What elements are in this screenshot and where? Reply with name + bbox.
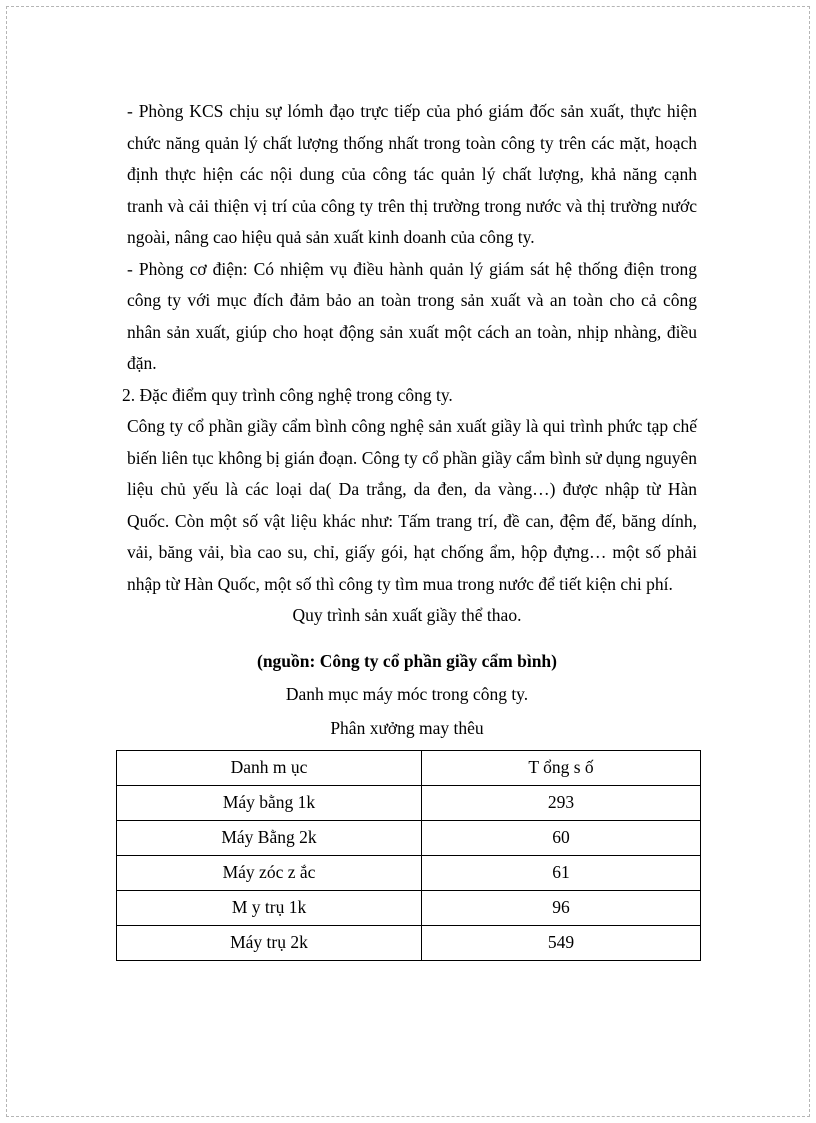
machine-table xyxy=(116,750,701,961)
table-row xyxy=(117,856,701,891)
machine-count: 549 xyxy=(422,926,701,961)
machine-name: Máy Bằng 2k xyxy=(117,821,422,856)
table-title: Danh mục máy móc trong công ty. xyxy=(285,684,529,704)
table-header-row xyxy=(117,751,701,786)
machine-name: Máy zóc z ắc xyxy=(117,856,422,891)
section-paragraph: Công ty cổ phần giầy cẩm bình công nghệ sản xuất giầy là qui trình phức tạp chế biến liên tục không bị gián đoạn. Công ty cổ phần giầy cẩm bình sử dụng nguyên liệu chủ yếu là các loại da( Da trắng, da đen, da vàng…) được nhập từ Hàn Quốc. Còn một số vật liệu khác như: Tấm trang trí, đề can, đệm đế, băng dính, vải, băng vải, bìa cao su, chỉ, giấy gói, hạt chống ẩm, hộp đựng… một số phải nhập từ Hàn Quốc, một số thì công ty tìm mua trong nước để tiết kiện chi phí. xyxy=(127,416,697,594)
machine-name: Máy trụ 2k xyxy=(117,926,422,961)
document-body xyxy=(117,96,697,961)
paragraph-kcs: - Phòng KCS chịu sự lómh đạo trực tiếp của phó giám đốc sản xuất, thực hiện chức năng quản lý chất lượng thống nhất trong toàn công ty trên các mặt, hoạch định thực hiện các nội dung của công tác quản lý chất lượng, khả năng cạnh tranh và cải thiện vị trí của công ty trên thị trường trong nước và thị trường nước ngoài, nâng cao hiệu quả sản xuất kinh doanh của công ty. xyxy=(127,101,697,247)
process-title: Quy trình sản xuất giầy thể thao. xyxy=(292,605,522,625)
section-heading: 2. Đặc điểm quy trình công nghệ trong công ty. xyxy=(122,384,453,405)
machine-count: 60 xyxy=(422,821,701,856)
table-row xyxy=(117,926,701,961)
machine-count: 96 xyxy=(422,891,701,926)
source-caption: (nguồn: Công ty cổ phần giầy cẩm bình) xyxy=(257,650,557,671)
paragraph-co-dien: - Phòng cơ điện: Có nhiệm vụ điều hành quản lý giám sát hệ thống điện trong công ty với mục đích đảm bảo an toàn trong sản xuất và an toàn cho cả công nhân sản xuất, giúp cho hoạt động sản xuất một cách an toàn, nhịp nhàng, điều đặn. xyxy=(127,258,697,373)
machine-count: 293 xyxy=(422,786,701,821)
table-row xyxy=(117,786,701,821)
header-total: T ổng s ố xyxy=(422,751,701,786)
table-subtitle: Phân xưởng may thêu xyxy=(330,717,484,738)
machine-name: Máy bằng 1k xyxy=(117,786,422,821)
table-row xyxy=(117,891,701,926)
header-category: Danh m ục xyxy=(117,751,422,786)
machine-count: 61 xyxy=(422,856,701,891)
table-row xyxy=(117,821,701,856)
machine-name: M y trụ 1k xyxy=(117,891,422,926)
